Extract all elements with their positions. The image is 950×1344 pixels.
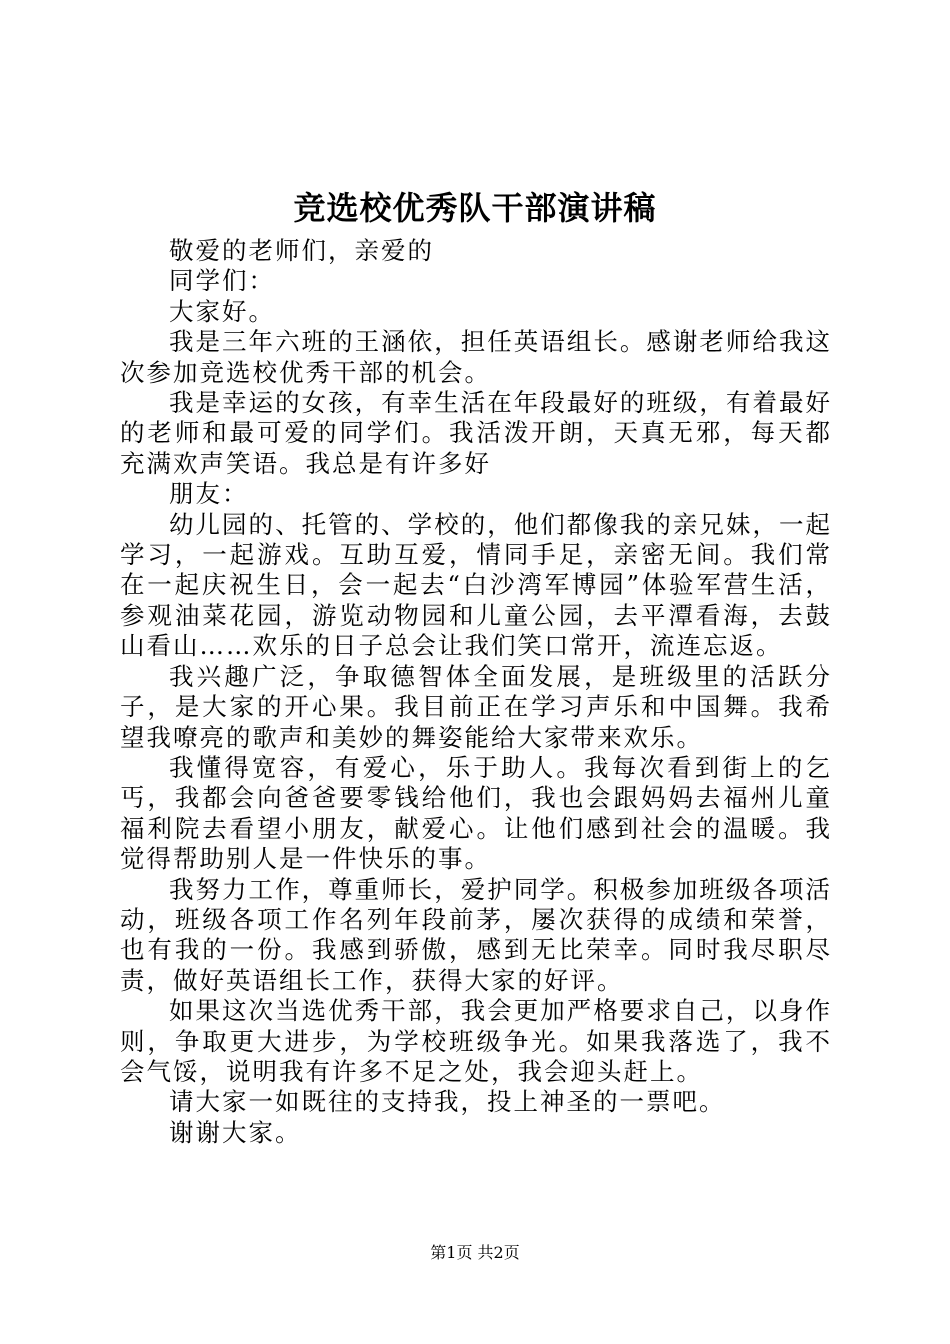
page-footer: 第1页 共2页 xyxy=(430,1243,520,1262)
paragraph-thanks: 谢谢大家。 xyxy=(169,1117,302,1147)
paragraph-commitment: 如果这次当选优秀干部，我会更加严格要求自己，以身作则，争取更大进步，为学校班级争光。如果我落选了，我不会气馁，说明我有许多不足之处，我会迎头赶上。 xyxy=(120,996,832,1086)
paragraph-greeting-1: 敬爱的老师们，亲爱的 xyxy=(169,236,434,265)
paragraph-greeting-3: 大家好。 xyxy=(169,296,275,326)
paragraph-interests: 我兴趣广泛，争取德智体全面发展，是班级里的活跃分子，是大家的开心果。我目前正在学习声乐和中国舞。我希望我嘹亮的歌声和美妙的舞姿能给大家带来欢乐。 xyxy=(120,661,832,752)
paragraph-lucky-girl: 我是幸运的女孩，有幸生活在年段最好的班级，有着最好的老师和最可爱的同学们。我活泼开朗，天真无邪，每天都充满欢声笑语。我总是有许多好 xyxy=(120,388,832,478)
paragraph-friends: 幼儿园的、托管的、学校的，他们都像我的亲兄妹，一起学习，一起游戏。互助互爱，情同手足，亲密无间。我们常在一起庆祝生日，会一起去“白沙湾军博园”体验军营生活，参观油菜花园，游览动物园和儿童公园，去平潭看海，去鼓山看山……欢乐的日子总会让我们笑口常开，流连忘返。 xyxy=(120,509,832,661)
document-body xyxy=(120,236,832,1148)
paragraph-kindness: 我懂得宽容，有爱心，乐于助人。我每次看到街上的乞丐，我都会向爸爸要零钱给他们，我也会跟妈妈去福州儿童福利院去看望小朋友，献爱心。让他们感到社会的温暖。我觉得帮助别人是一件快乐的事。 xyxy=(120,752,832,874)
document-title: 竞选校优秀队干部演讲稿 xyxy=(293,189,657,227)
paragraph-work: 我努力工作，尊重师长，爱护同学。积极参加班级各项活动，班级各项工作名列年段前茅，屡次获得的成绩和荣誉，也有我的一份。我感到骄傲，感到无比荣幸。同时我尽职尽责，做好英语组长工作，获得大家的好评。 xyxy=(120,874,832,995)
paragraph-request: 请大家一如既往的支持我，投上神圣的一票吧。 xyxy=(169,1087,726,1117)
paragraph-friends-label: 朋友： xyxy=(169,479,249,509)
paragraph-greeting-2: 同学们： xyxy=(169,266,275,296)
paragraph-intro: 我是三年六班的王涵依，担任英语组长。感谢老师给我这次参加竞选校优秀干部的机会。 xyxy=(120,327,832,387)
